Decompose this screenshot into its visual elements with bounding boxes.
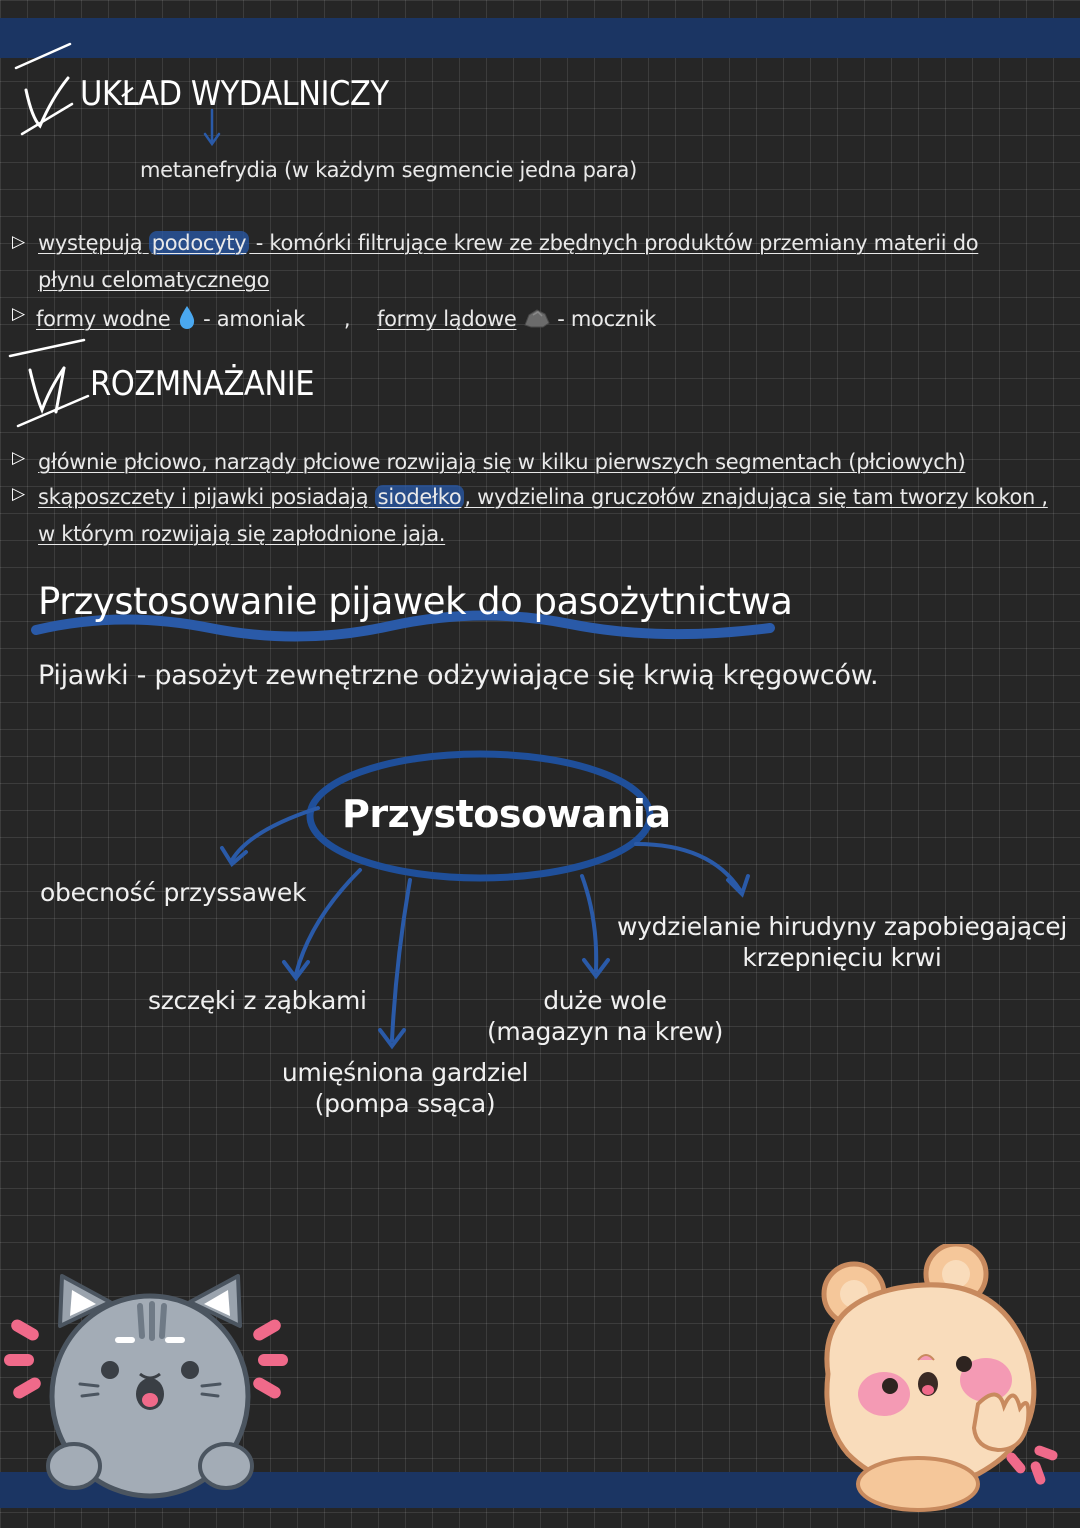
section-title-excretory: UKŁAD WYDALNICZY (80, 74, 389, 114)
excretory-bullet-1 (38, 231, 978, 255)
water-forms-label: formy wodne (36, 307, 171, 331)
water-drop-icon (177, 304, 197, 330)
mindmap-item-hirudin (612, 912, 1072, 972)
excretory-subtitle: metanefrydia (w każdym segmencie jedna para) (140, 158, 637, 182)
bullet-triangle-icon: ▷ (12, 484, 26, 504)
bullet-triangle-icon: ▷ (12, 304, 26, 324)
mindmap-center: Przystosowania (342, 792, 671, 836)
excretory-bullet-1-line2: płynu celomatycznego (38, 268, 270, 292)
crop-line-2: (magazyn na krew) (486, 1017, 724, 1046)
roman-numeral-v-mark (8, 38, 78, 138)
bullet-triangle-icon: ▷ (12, 448, 26, 468)
hirudin-line-1: wydzielanie hirudyny zapobiegającej (617, 912, 1067, 941)
bullet-1-post: - komórki filtrujące krew ze zbędnych produktów przemiany materii do (249, 231, 979, 255)
bullet-2-post: , wydzielina gruczołów znajdująca się tam tworzy kokon , (464, 485, 1048, 509)
arrow-down-icon (200, 108, 224, 148)
rock-icon (523, 307, 551, 329)
top-band (0, 18, 1080, 58)
adaptation-title: Przystosowanie pijawek do pasożytnictwa (38, 580, 793, 623)
roman-numeral-vi-mark (4, 334, 94, 434)
crop-line-1: duże wole (543, 986, 667, 1015)
bullet-separator: , (343, 307, 351, 331)
mindmap-item-suckers: obecność przyssawek (40, 878, 307, 907)
podocyty-highlight: podocyty (149, 231, 250, 255)
mindmap-item-crop (470, 986, 740, 1046)
reproduction-bullet-1: głównie płciowo, narządy płciowe rozwijają się w kilku pierwszych segmentach (płciowych) (38, 450, 966, 474)
siodelko-highlight: siodełko (375, 485, 465, 509)
mindmap-item-pharynx (270, 1058, 540, 1118)
land-forms-result: - mocznik (557, 307, 656, 331)
reproduction-bullet-2-line2: w którym rozwijają się zapłodnione jaja. (38, 522, 446, 546)
pharynx-line-1: umięśniona gardziel (281, 1058, 529, 1087)
hirudin-line-2: krzepnięciu krwi (742, 943, 942, 972)
excretory-bullet-2 (36, 304, 656, 331)
pharynx-line-2: (pompa ssąca) (314, 1089, 496, 1118)
bullet-1-pre: występują (38, 231, 149, 255)
bullet-2-pre: skąposzczety i pijawki posiadają (38, 485, 375, 509)
mindmap-item-jaws: szczęki z ząbkami (148, 986, 367, 1015)
bear-sticker (808, 1244, 1080, 1528)
water-forms-result: - amoniak (203, 307, 306, 331)
cat-sticker (0, 1266, 300, 1506)
bullet-triangle-icon: ▷ (12, 232, 26, 252)
adaptation-intro: Pijawki - pasożyt zewnętrzne odżywiające się krwią kręgowców. (38, 660, 879, 691)
reproduction-bullet-2 (38, 485, 1048, 509)
land-forms-label: formy lądowe (377, 307, 517, 331)
section-title-reproduction: ROZMNAŻANIE (90, 364, 315, 404)
